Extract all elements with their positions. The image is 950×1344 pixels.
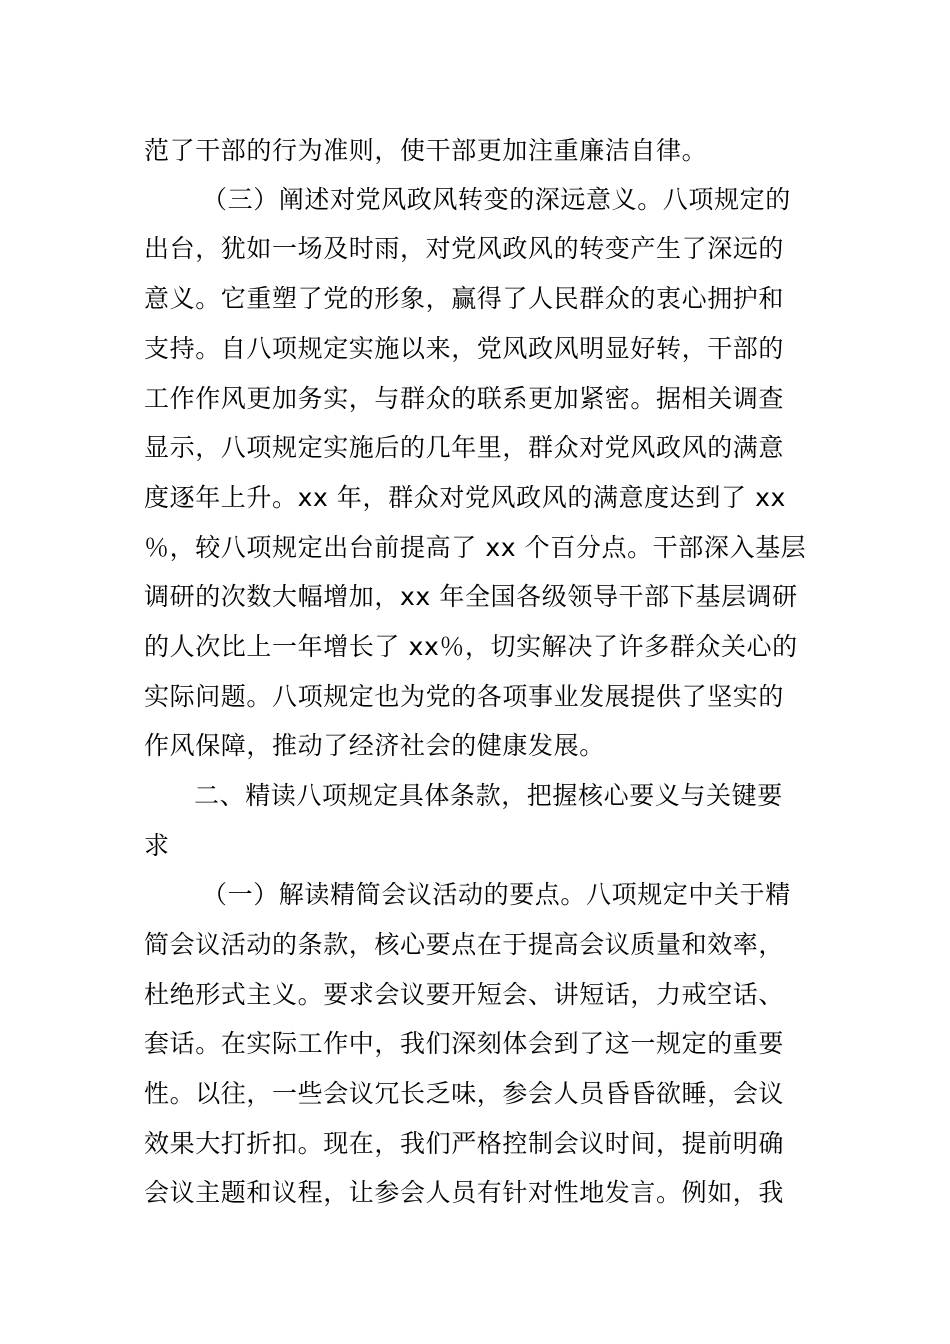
text-line: 度逐年上升。xx 年，群众对党风政风的满意度达到了 xx (144, 483, 786, 512)
text-line: 范了干部的行为准则，使干部更加注重廉洁自律。 (144, 136, 708, 165)
text-line: ％，较八项规定出台前提高了 xx 个百分点。干部深入基层 (144, 533, 807, 562)
text-line: 意义。它重塑了党的形象，赢得了人民群众的衷心拥护和 (144, 284, 785, 313)
text-line: 工作作风更加务实，与群众的联系更加紧密。据相关调查 (144, 384, 785, 413)
text-line: 实际问题。八项规定也为党的各项事业发展提供了坚实的 (144, 682, 785, 711)
text-line: 显示，八项规定实施后的几年里，群众对党风政风的满意 (144, 433, 785, 462)
text-line: 性。以往，一些会议冗长乏味，参会人员昏昏欲睡，会议 (144, 1079, 785, 1108)
text-line: 支持。自八项规定实施以来，党风政风明显好转，干部的 (144, 334, 785, 363)
section-heading-continuation: 求 (144, 831, 170, 860)
text-line: 作风保障，推动了经济社会的健康发展。 (144, 731, 605, 760)
text-line: （三）阐述对党风政风转变的深远意义。八项规定的 (202, 185, 791, 214)
text-line: 会议主题和议程，让参会人员有针对性地发言。例如，我 (144, 1178, 785, 1207)
text-line: 出台，犹如一场及时雨，对党风政风的转变产生了深远的 (144, 234, 785, 263)
text-line: 简会议活动的条款，核心要点在于提高会议质量和效率， (144, 930, 785, 959)
text-line: 杜绝形式主义。要求会议要开短会、讲短话，力戒空话、 (144, 980, 785, 1009)
section-heading: 二、精读八项规定具体条款，把握核心要义与关键要 (194, 781, 783, 810)
text-line: 套话。在实际工作中，我们深刻体会到了这一规定的重要 (144, 1029, 785, 1058)
text-line: （一）解读精简会议活动的要点。八项规定中关于精 (202, 880, 791, 909)
text-line: 效果大打折扣。现在，我们严格控制会议时间，提前明确 (144, 1129, 785, 1158)
text-line: 调研的次数大幅增加，xx 年全国各级领导干部下基层调研 (144, 582, 798, 611)
text-line: 的人次比上一年增长了 xx％，切实解决了许多群众关心的 (144, 632, 798, 661)
